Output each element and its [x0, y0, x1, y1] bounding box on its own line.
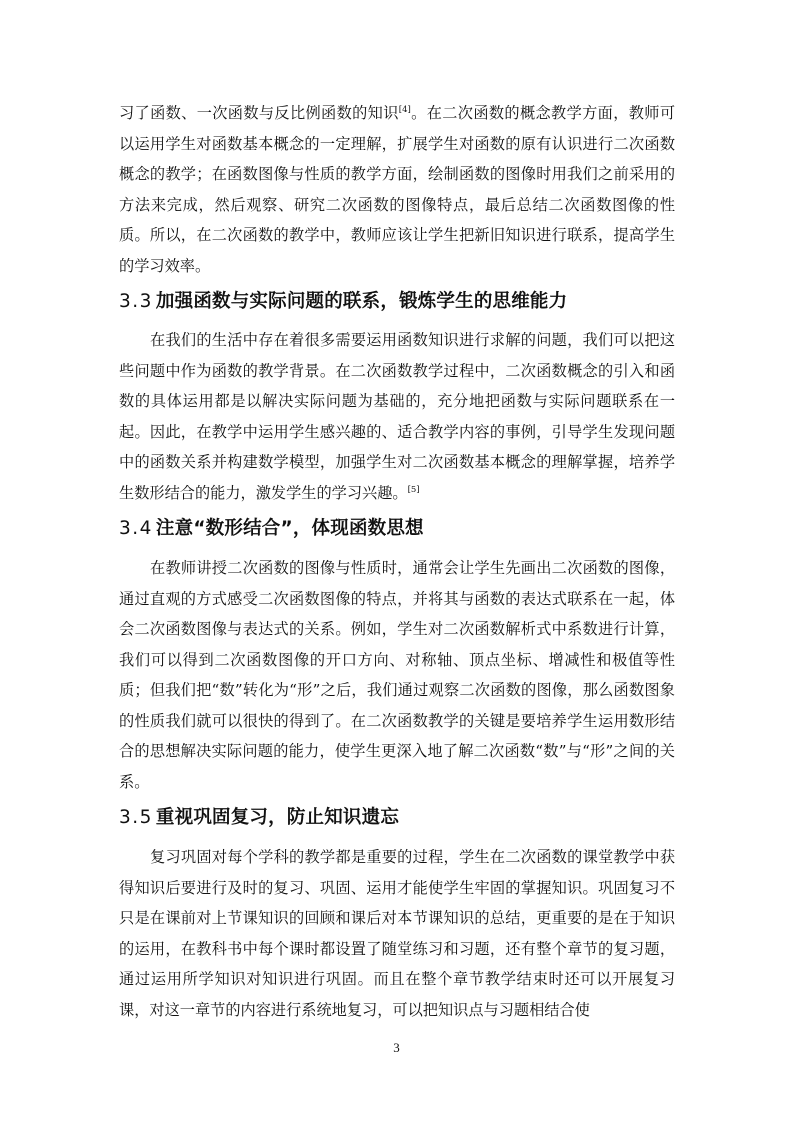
paragraph-text: 。在二次函数的概念教学方面，教师可以运用学生对函数基本概念的一定理解，扩展学生对函数的原有认识进行二次函数概念的教学；在函数图像与性质的教学方面，绘制函数的图像时用我们之前采用的方法来完成，然后观察、研究二次函数的图像特点，最后总结二次函数图像的性质。所以，在二次函数的教学中，教师应该让学生把新旧知识进行联系，提高学生的学习效率。: [119, 104, 676, 275]
paragraph-text: 习了函数、一次函数与反比例函数的知识: [119, 104, 399, 122]
section-heading-3-5: [119, 803, 675, 829]
section-number: 3.4: [119, 518, 153, 539]
page-number: 3: [393, 1040, 400, 1055]
section-title: 加强函数与实际问题的联系，锻炼学生的思维能力: [155, 291, 568, 312]
paragraph-text: 在教师讲授二次函数的图像与性质时，通常会让学生先画出二次函数的图像，通过直观的方式感受二次函数图像的特点，并将其与函数的表达式联系在一起，体会二次函数图像与表达式的关系。例如，学生对二次函数解析式中系数进行计算，我们可以得到二次函数图像的开口方向、对称轴、顶点坐标、增减性和极值等性质；但我们把“数”转化为“形”之后，我们通过观察二次函数的图像，那么函数图象的性质我们就可以很快的得到了。在二次函数教学的关键是要培养学生运用数形结合的思想解决实际问题的能力，使学生更深入地了解二次函数“数”与“形”之间的关系。: [119, 559, 675, 791]
section-heading-3-4: [119, 514, 675, 540]
section-number: 3.5: [119, 807, 153, 828]
paragraph-section-3-5: [119, 842, 675, 1025]
section-number: 3.3: [119, 291, 153, 312]
paragraph-section-3-4: [119, 553, 675, 797]
paragraph-section-3-3: [119, 325, 675, 508]
paragraph-intro-continued: [119, 98, 675, 281]
section-title: 注意“数形结合”，体现函数思想: [155, 518, 424, 539]
citation-ref: [5]: [407, 484, 420, 495]
section-title: 重视巩固复习，防止知识遗忘: [155, 807, 400, 828]
citation-ref: [4]: [398, 104, 411, 115]
section-heading-3-3: [119, 287, 675, 313]
paragraph-text: 复习巩固对每个学科的教学都是重要的过程，学生在二次函数的课堂教学中获得知识后要进行及时的复习、巩固、运用才能使学生牢固的掌握知识。巩固复习不只是在课前对上节课知识的回顾和课后对本节课知识的总结，更重要的是在于知识的运用，在教科书中每个课时都设置了随堂练习和习题，还有整个章节的复习题，通过运用所学知识对知识进行巩固。而且在整个章节教学结束时还可以开展复习课，对这一章节的内容进行系统地复习，可以把知识点与习题相结合使: [119, 848, 675, 1019]
paragraph-text: 在我们的生活中存在着很多需要运用函数知识进行求解的问题，我们可以把这些问题中作为函数的教学背景。在二次函数教学过程中，二次函数概念的引入和函数的具体运用都是以解决实际问题为基础的，充分地把函数与实际问题联系在一起。因此，在教学中运用学生感兴趣的、适合教学内容的事例，引导学生发现问题中的函数关系并构建数学模型，加强学生对二次函数基本概念的理解掌握，培养学生数形结合的能力，激发学生的学习兴趣。: [119, 331, 675, 502]
